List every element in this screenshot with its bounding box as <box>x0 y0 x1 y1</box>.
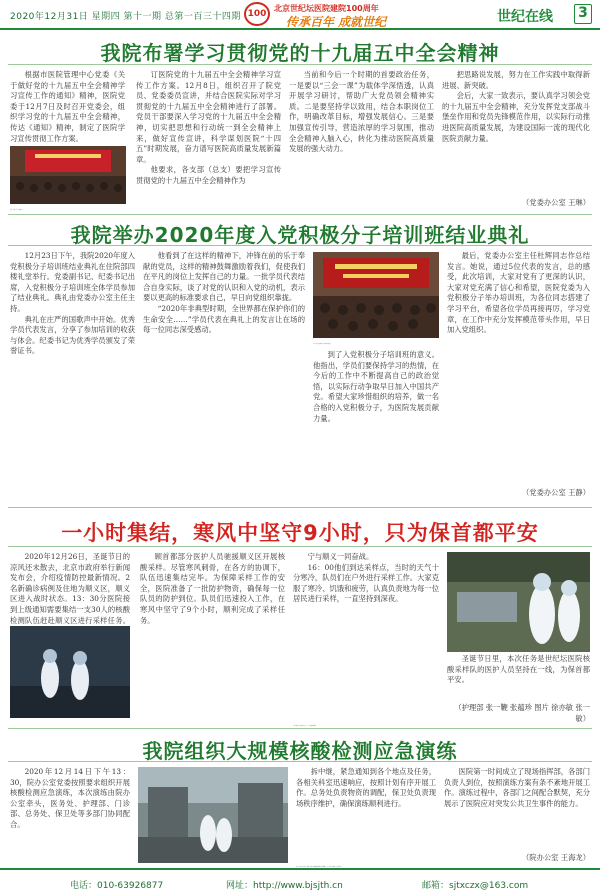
divider <box>8 761 592 762</box>
article-3-title: 一小时集结，寒风中坚守9小时，只为保首都平安 <box>61 521 539 545</box>
article-1-photo <box>10 146 126 204</box>
issue-date-line: 2020年12月31日 星期四 第十一期 总第一百三十四期 <box>10 12 241 22</box>
article-4-photo-caption <box>138 863 288 867</box>
article-1-title: 我院布署学习贯彻党的十九届五中全会精神 <box>100 41 500 65</box>
article-2-col1 <box>10 251 135 501</box>
article-4-text-1: 2020年12月14日下午13：30，院办公室党委按照要求组织开展核酸检测应急演练，本次演练由院办公室牵头，医务处、护理部、门诊部、总务处、保卫处等多部门协同配合。 <box>10 767 130 829</box>
article-1-signature <box>442 198 590 210</box>
footer-email[interactable]: 邮箱：sjtxczx@163.com <box>422 881 529 891</box>
divider <box>8 507 592 508</box>
article-4-photo <box>138 767 288 863</box>
article-2-photo-caption: 2020年度入党积极分子培训班结业典礼 <box>313 344 331 345</box>
footer-website[interactable]: 网址：http://www.bjsjth.cn <box>226 881 343 891</box>
article-4-text-2: 拆中继，紧急通知到各个地点及任务，各相关科室迅速响应，按照计划有序开展工作。总务处负责物资的调配，保卫处负责现场秩序维护，确保演练顺利进行。 <box>296 767 436 808</box>
article-2-title: 我院举办2020年度入党积极分子培训班结业典礼 <box>70 223 530 247</box>
article-3-col1 <box>10 552 130 625</box>
article-2-text-2-p2: “2020年非典型时期，全世界都在保护你们的生命安全……”学员代表在典礼上的发言让在场的每一位同志深受感动。 <box>143 303 305 335</box>
article-3-text-2: 顾首都部分医护人员驰援顺义区开展核酸采样。尽管寒风刺骨，在各方的协调下，队伍迅速集结完毕。为保障采样工作的安全，医院准备了一批防护物资，确保每一位队员的防护到位。队员们迅速投入工作，在寒风中坚守了9个小时，顺利完成了采样任务。 <box>140 552 285 625</box>
article-2-text-3: 到了入党积极分子培训班的意义。他指出，学员们要保持学习的热情，在今后的工作中不断提高自己的政治觉悟，以实际行动争取早日加入中国共产党。希望大家珍惜组织的培养，做一名合格的入党积极分子，为医院发展贡献力量。 <box>313 350 439 423</box>
article-2-col4 <box>447 251 590 487</box>
article-3-col4 <box>447 654 590 702</box>
page-footer <box>0 868 600 895</box>
slogan-top: 北京世纪坛医院建院100周年 <box>274 4 379 13</box>
article-1-text-4-p2: 会后，大家一致表示，要认真学习领会党的十九届五中全会精神，充分发挥党支部战斗堡垒作用和党员先锋模范作用，以实际行动推进医院高质量发展，为建设国际一流的现代化医院贡献力量。 <box>442 91 590 143</box>
article-4-byline: （院办公室 王海龙） <box>522 853 590 862</box>
article-4-signature <box>444 853 590 865</box>
article-1-photo-caption: 党的十九届五中全会精神学习 <box>10 210 23 211</box>
article-2-photo <box>313 252 439 338</box>
article-1-byline: （党委办公室 王琳） <box>522 198 590 207</box>
article-3-text-1: 2020年12月26日，圣诞节日的凉风还未散去，北京市政府举行新闻发布会，介绍疫情防控最新情况。2名新确诊病例及住地为顺义区，顺义区进入战时状态。13：30分医院接到上级通知需要集结一支30人的核酸检测队伍赶赴顺义区进行采样任务。 <box>10 552 130 625</box>
article-3-photo-left <box>10 626 130 718</box>
article-3-col2 <box>140 552 285 722</box>
divider <box>8 245 592 246</box>
masthead <box>0 0 600 30</box>
article-1-col2 <box>136 70 281 210</box>
article-4-extra: 同卫生部门的工作部署，提高了医院大规模核酸检测的应急处置能力，为今后的工作积累了宝贵的经验。 <box>296 867 342 868</box>
divider <box>8 64 592 65</box>
slogan-bottom: 传承百年 成就世纪 <box>286 15 387 29</box>
article-1-col3 <box>289 70 434 210</box>
article-3-text-3-p2: 16：00他们到达采样点，当时的天气十分寒冷，队员们在户外进行采样工作。大家克服了寒冷、饥饿和疲劳，认真负责地为每一位居民进行采样，一直坚持到深夜。 <box>293 562 439 604</box>
article-3-photo-right <box>447 552 590 652</box>
article-4-title: 我院组织大规模核酸检测应急演练 <box>142 739 458 763</box>
article-1-text-2: 订医院党的十九届五中全会精神学习宣传工作方案。12月8日，组织召开了院党员、党委委员宣讲，并结合医院实际对学习贯彻党的十九届五中全会精神进行了部署。党员干部要深入学习党的十九届五中全会精神，切实把思想和行动统一到全会精神上来，做好宣传宣讲，科学谋划医院“十四五”时期发展，奋力谱写医院高质量发展新篇章。 <box>136 70 281 164</box>
article-1-col4 <box>442 70 590 198</box>
article-3-col3 <box>293 552 439 722</box>
article-3-quote: “穿上防护服，他们就是战士，每一个人都值得尊敬。” <box>293 726 318 727</box>
divider <box>8 214 592 215</box>
section-name: 世纪在线 <box>497 9 553 25</box>
article-4-col1 <box>10 767 130 865</box>
footer-phone: 电话：010-63926877 <box>70 881 164 891</box>
article-3-text-3: 宁与顺义一同奋战。 <box>307 552 374 561</box>
article-1-text-4: 把思路说发展，努力在工作实践中取得新进展、新突破。 <box>442 70 590 90</box>
article-3-photo-caption: 圣诞节日里，本次任务是世纪坛医院核酸采样队的医护人员坚持在一线，为保首都平安。 <box>447 654 590 685</box>
article-1-text-1: 根据市医院管理中心党委《关于做好党的十九届五中全会精神学习宣传工作的通知》精神，医院党委于12月7日及时召开党委会，组织学习党的十九届五中全会精神，传达《通知》精神，制定了医院学习宣传贯彻工作方案。 <box>10 70 125 143</box>
article-4-col3 <box>444 767 590 851</box>
page-number: 3 <box>574 4 592 24</box>
article-4-text-3: 医院第一时间成立了现场指挥部，各部门负责人到位，按照演练方案有条不紊地开展工作。演练过程中，各部门之间配合默契，充分展示了医院应对突发公共卫生事件的能力。 <box>444 767 590 808</box>
article-1-text-2-p2: 他要求，各支部（总支）要把学习宣传贯彻党的十九届五中全会精神作为 <box>136 165 281 185</box>
article-2-text-1-p2: 典礼在庄严的国歌声中开始。优秀学员代表发言，分享了参加培训的收获与体会。纪委书记为优秀学员颁发了荣誉证书。 <box>10 314 135 356</box>
article-3-signature <box>447 703 590 725</box>
article-2-text-1: 12月23日下午，我院2020年度入党积极分子培训班结业典礼在住院部四楼礼堂举行。党委副书记、纪委书记出席，入党积极分子培训班全体学员参加了结业典礼。典礼由党委办公室主任主持。 <box>10 251 135 313</box>
article-2-text-4: 最后，党委办公室主任杜辉同志作总结发言。她说，通过5位代表的发言，总的感受，此次培训，大家对党有了更深的认识，大家对党充满了信心和希望，医院党委为入党积极分子举办培训班，为各位同志搭建了学习平台，希望各位学员再接再厉，学习党章，在工作中充分发挥模范带头作用，早日加入党组织。 <box>447 251 590 335</box>
article-2-col3 <box>313 350 439 502</box>
article-3-byline: （护理部 张一鞭 张蕴珍 图片 徐亦敏 张一敏） <box>454 703 590 723</box>
hospital-anniversary-logo: 100 <box>244 2 270 26</box>
article-1-text-3: 当前和今后一个时期的首要政治任务，一是要以“三会一课”为载体学深悟透，认真开展学习研讨，帮助广大党员领会精神实质。二是要坚持学以致用，结合本职岗位工作，明确改革目标，增强发展信心。三是要加强宣传引导，营造浓厚的学习氛围，推动全会精神入脑入心，转化为推动医院高质量发展的强大动力。 <box>289 70 434 154</box>
article-2-text-2: 他看到了在这样的精神下，冲锋在前的乐于奉献的党员，这样的精神鼓舞激励着我们，促使我们在平凡的岗位上发挥自己的力量。一批学员代表结合自身实际，谈了对党的认识和入党的动机，表示要以更高的标准要求自己，早日向党组织靠拢。 <box>143 251 305 303</box>
divider <box>8 728 592 729</box>
article-2-signature <box>447 488 590 500</box>
article-2-col2 <box>143 251 305 501</box>
divider <box>8 546 592 547</box>
article-2-byline: （党委办公室 王静） <box>522 488 590 497</box>
